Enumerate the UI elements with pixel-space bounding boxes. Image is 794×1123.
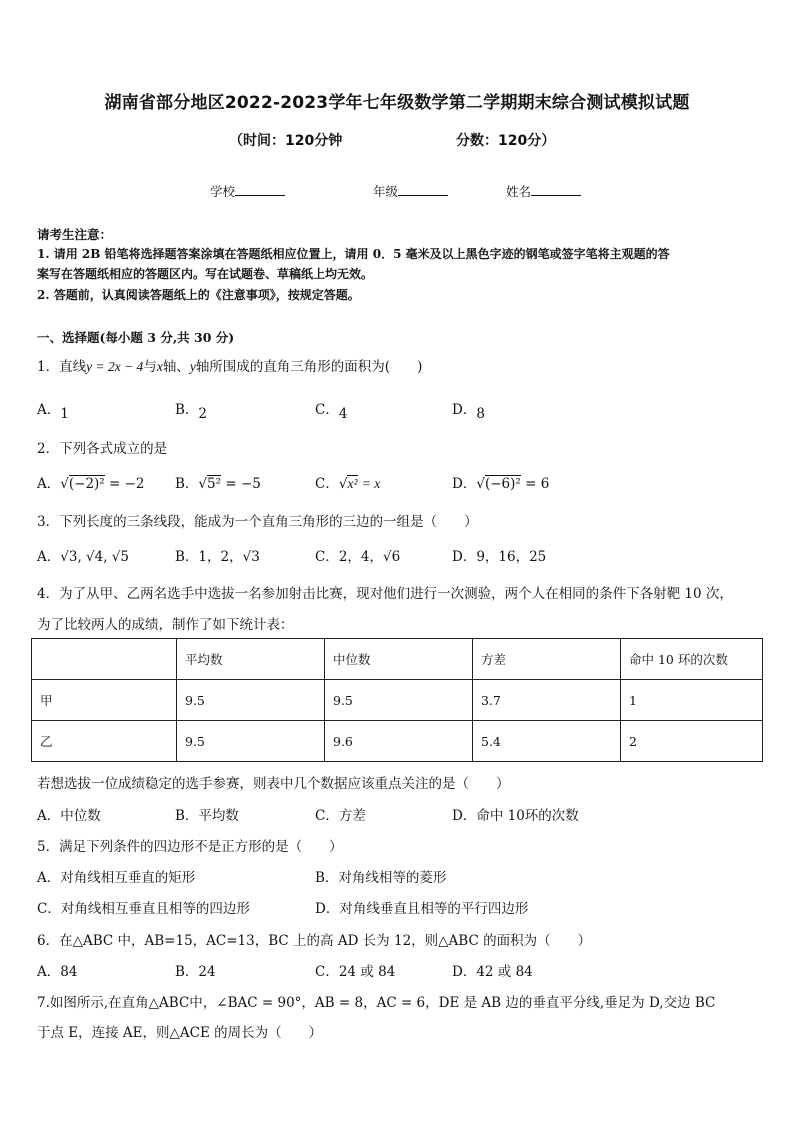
grade-field[interactable] xyxy=(373,182,448,200)
q2-option-d[interactable] xyxy=(452,472,549,492)
table-cell: 1 xyxy=(621,680,763,721)
table-cell: 3.7 xyxy=(473,680,621,721)
sqrt-icon: √ xyxy=(476,476,485,492)
q5-option-c[interactable] xyxy=(37,897,250,917)
q2-c-rhs: = x xyxy=(361,476,381,491)
q6-a-text: 84 xyxy=(60,964,78,980)
table-cell: 9.6 xyxy=(325,721,473,762)
q5-b-label: B． xyxy=(315,870,339,886)
q1-d-value: 8 xyxy=(476,406,485,422)
q4-d-label: D． xyxy=(452,808,477,824)
notice-item-1: 1. 请用 2B 铅笔将选择题答案涂填在答题纸相应位置上，请用 0．5 毫米及以上黑色字迹的钢笔或签字笔将主观题的答 xyxy=(37,247,670,261)
question-2: 2．下列各式成立的是 xyxy=(37,441,168,457)
q3-a-text: √3, √4, √5 xyxy=(60,549,129,565)
q1-y-var: y xyxy=(189,359,196,374)
q1-b-value: 2 xyxy=(198,406,208,422)
q4-a-text: 中位数 xyxy=(60,808,101,824)
table-row xyxy=(32,680,763,721)
q5-b-text: 对角线相等的菱形 xyxy=(338,870,447,886)
table-header-row xyxy=(32,639,763,680)
table-cell: 9.5 xyxy=(177,721,325,762)
q2-option-a[interactable] xyxy=(37,472,145,492)
question-5: 5．满足下列条件的四边形不是正方形的是（ ） xyxy=(37,839,343,855)
name-blank[interactable] xyxy=(531,184,581,196)
q1-option-a[interactable] xyxy=(37,398,69,422)
q3-b-text: 1，2，√3 xyxy=(198,549,260,565)
q1-stem-end: 轴所围成的直角三角形的面积为( ) xyxy=(195,359,423,375)
q6-b-label: B． xyxy=(175,964,199,980)
q4-c-text: 方差 xyxy=(338,808,366,824)
q1-stem-axis: 轴、 xyxy=(162,359,190,375)
q6-d-text: 42 或 84 xyxy=(476,964,533,980)
q4-a-label: A． xyxy=(37,808,61,824)
q1-option-d[interactable] xyxy=(452,398,485,422)
table-cell: 乙 xyxy=(32,721,177,762)
q5-c-text: 对角线相互垂直且相等的四边形 xyxy=(60,901,250,917)
q3-option-d[interactable] xyxy=(452,545,546,565)
q2-c-radicand: x² xyxy=(347,476,358,491)
table-header-cell: 命中 10 环的次数 xyxy=(621,639,763,680)
q3-d-label: D． xyxy=(452,549,477,565)
q4-option-b[interactable] xyxy=(175,804,239,824)
q1-b-label: B． xyxy=(175,402,199,418)
q5-a-text: 对角线相互垂直的矩形 xyxy=(60,870,196,886)
q3-d-text: 9，16，25 xyxy=(476,549,547,565)
name-label: 姓名 xyxy=(506,184,532,199)
q3-option-b[interactable] xyxy=(175,545,260,565)
question-3: 3．下列长度的三条线段，能成为一个直角三角形的三边的一组是（ ） xyxy=(37,514,478,530)
question-7-cont: 于点 E，连接 AE，则△ACE 的周长为（ ） xyxy=(37,1025,323,1041)
q6-d-label: D． xyxy=(452,964,477,980)
q2-c-label: C． xyxy=(315,476,339,492)
grade-blank[interactable] xyxy=(398,184,448,196)
question-7: 7.如图所示,在直角△ABC中，∠BAC = 90°，AB = 8，AC = 6，DE 是 AB 边的垂直平分线,垂足为 D,交边 BC xyxy=(37,995,716,1011)
sqrt-icon: √ xyxy=(338,476,348,492)
q4-b-text: 平均数 xyxy=(198,808,239,824)
q6-option-a[interactable] xyxy=(37,960,77,980)
table-header-cell: 中位数 xyxy=(325,639,473,680)
sqrt-icon: √ xyxy=(60,476,69,492)
question-4-ask: 若想选拔一位成绩稳定的选手参赛，则表中几个数据应该重点关注的是（ ） xyxy=(37,776,510,792)
q1-option-c[interactable] xyxy=(315,398,348,422)
q2-d-rhs: = 6 xyxy=(525,476,550,492)
q6-option-c[interactable] xyxy=(315,960,395,980)
q5-d-text: 对角线垂直且相等的平行四边形 xyxy=(339,901,529,917)
sqrt-icon: √ xyxy=(198,476,208,492)
q3-b-label: B． xyxy=(175,549,199,565)
exam-title: 湖南省部分地区2022-2023学年七年级数学第二学期期末综合测试模拟试题 xyxy=(104,93,690,113)
q5-option-b[interactable] xyxy=(315,866,446,886)
table-cell: 甲 xyxy=(32,680,177,721)
q2-d-label: D． xyxy=(452,476,477,492)
q2-a-rhs: = −2 xyxy=(109,476,145,492)
q1-x-var: x xyxy=(156,359,163,374)
table-row xyxy=(32,721,763,762)
notice-item-2: 2. 答题前，认真阅读答题纸上的《注意事项》，按规定答题。 xyxy=(37,288,360,302)
table-cell: 5.4 xyxy=(473,721,621,762)
q2-b-radicand: 5² xyxy=(207,476,222,492)
stats-table xyxy=(31,638,763,762)
q5-a-label: A． xyxy=(37,870,61,886)
q5-option-d[interactable] xyxy=(315,897,528,917)
q2-a-radicand: (−2)² xyxy=(68,476,105,492)
q4-option-a[interactable] xyxy=(37,804,101,824)
q6-option-d[interactable] xyxy=(452,960,533,980)
q4-option-c[interactable] xyxy=(315,804,366,824)
table-cell: 9.5 xyxy=(177,680,325,721)
section-heading: 一、选择题(每小题 3 分,共 30 分) xyxy=(37,330,235,345)
grade-label: 年级 xyxy=(373,184,399,199)
q1-c-label: C． xyxy=(315,402,339,418)
table-cell: 2 xyxy=(621,721,763,762)
q4-option-d[interactable] xyxy=(452,804,579,824)
q4-b-label: B． xyxy=(175,808,199,824)
q5-d-label: D． xyxy=(315,901,340,917)
q2-option-c[interactable] xyxy=(315,472,380,492)
q1-a-label: A． xyxy=(37,402,61,418)
q3-option-a[interactable] xyxy=(37,545,129,565)
table-header-cell: 方差 xyxy=(473,639,621,680)
q2-b-rhs: = −5 xyxy=(225,476,261,492)
q1-equation: y = 2x − 4 xyxy=(86,359,144,374)
q6-a-label: A． xyxy=(37,964,61,980)
q1-stem-start: 1．直线 xyxy=(37,359,87,375)
table-header-cell: 平均数 xyxy=(177,639,325,680)
table-cell: 9.5 xyxy=(325,680,473,721)
q1-a-value: 1 xyxy=(60,406,69,422)
question-6: 6．在△ABC 中，AB=15，AC=13，BC 上的高 AD 长为 12，则△ABC 的面积为（ ） xyxy=(37,933,592,949)
question-1 xyxy=(37,355,422,375)
question-4-cont: 为了比较两人的成绩，制作了如下统计表： xyxy=(37,617,294,633)
question-4: 4．为了从甲、乙两名选手中选拔一名参加射击比赛，现对他们进行一次测验，两个人在相同的条件下各射靶 10 次， xyxy=(37,586,733,602)
school-field[interactable] xyxy=(210,182,285,200)
q3-c-label: C． xyxy=(315,549,339,565)
q1-c-value: 4 xyxy=(338,406,348,422)
notice-item-1-cont: 案写在答题纸相应的答题区内。写在试题卷、草稿纸上均无效。 xyxy=(37,267,374,281)
q3-a-label: A． xyxy=(37,549,61,565)
q6-c-text: 24 或 84 xyxy=(338,964,396,980)
q2-d-radicand: (−6)² xyxy=(484,476,521,492)
q2-option-b[interactable] xyxy=(175,472,261,492)
q1-stem-with: 与 xyxy=(143,359,157,375)
exam-score: 分数：120分） xyxy=(456,133,556,149)
table-header-cell xyxy=(32,639,177,680)
q6-c-label: C． xyxy=(315,964,339,980)
q2-b-label: B． xyxy=(175,476,199,492)
q5-c-label: C． xyxy=(37,901,61,917)
school-label: 学校 xyxy=(210,184,236,199)
q4-c-label: C． xyxy=(315,808,339,824)
q3-c-text: 2，4，√6 xyxy=(338,549,401,565)
q1-d-label: D． xyxy=(452,402,477,418)
q2-a-label: A． xyxy=(37,476,61,492)
q4-d-text: 命中 10环的次数 xyxy=(476,808,579,824)
q5-option-a[interactable] xyxy=(37,866,195,886)
name-field[interactable] xyxy=(506,182,581,200)
exam-time: （时间：120分钟 xyxy=(229,133,343,149)
q6-b-text: 24 xyxy=(198,964,216,980)
q1-option-b[interactable] xyxy=(175,398,208,422)
q3-option-c[interactable] xyxy=(315,545,400,565)
school-blank[interactable] xyxy=(235,184,285,196)
q6-option-b[interactable] xyxy=(175,960,216,980)
notice-heading: 请考生注意： xyxy=(37,227,113,242)
